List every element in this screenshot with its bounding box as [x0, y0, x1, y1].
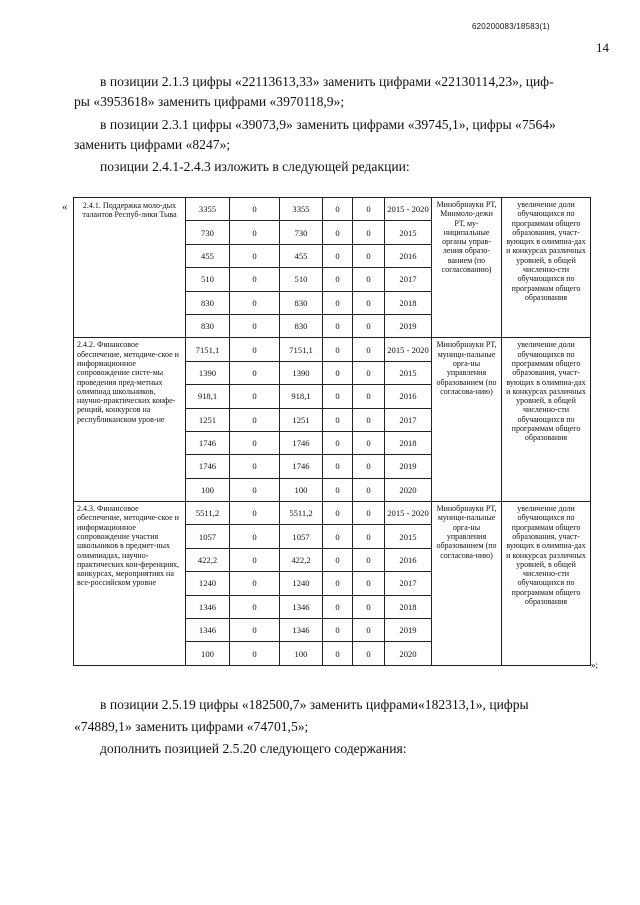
year-cell: 2018 [385, 291, 432, 314]
col4-cell: 0 [323, 619, 353, 642]
col5-cell: 0 [353, 244, 385, 267]
col3-cell: 830 [280, 291, 323, 314]
year-cell: 2019 [385, 455, 432, 478]
col3-cell: 1251 [280, 408, 323, 431]
col3-cell: 1240 [280, 572, 323, 595]
col2-cell: 0 [230, 408, 280, 431]
col5-cell: 0 [353, 455, 385, 478]
col2-cell: 0 [230, 314, 280, 337]
target-indicator-cell: увеличение доли обучающихся по программам общего образования, участ-вующих в олимпиа-дах и конкурсах различных уровней, в общей численно-сти обучающихся по программам общего образования [502, 502, 591, 666]
responsible-org-cell: Минобрнауки РТ, муници-пальные орга-ны управления образованием (по согласова-нию) [432, 338, 502, 502]
year-cell: 2019 [385, 314, 432, 337]
paragraph-2-3-1-line2: заменить цифрами «8247»; [74, 137, 231, 152]
col5-cell: 0 [353, 291, 385, 314]
year-cell: 2015 [385, 361, 432, 384]
responsible-org-cell: Минобрнауки РТ, муници-пальные орга-ны управления образованием (по согласова-нию) [432, 502, 502, 666]
col2-cell: 0 [230, 291, 280, 314]
col4-cell: 0 [323, 385, 353, 408]
col5-cell: 0 [353, 572, 385, 595]
col5-cell: 0 [353, 338, 385, 361]
col5-cell: 0 [353, 642, 385, 665]
col4-cell: 0 [323, 431, 353, 454]
col2-cell: 0 [230, 619, 280, 642]
paragraph-2-5-20-intro: дополнить позицией 2.5.20 следующего содержания: [100, 741, 407, 756]
col3-cell: 1346 [280, 595, 323, 618]
total-cell: 830 [186, 291, 230, 314]
year-cell: 2018 [385, 595, 432, 618]
budget-table [73, 197, 591, 666]
col5-cell: 0 [353, 619, 385, 642]
responsible-org-cell: Минобрнауки РТ, Минмоло-дежи РТ, му-ниципальные органы управ-ления образо-ванием (по согласованию) [432, 198, 502, 338]
col4-cell: 0 [323, 408, 353, 431]
col4-cell: 0 [323, 291, 353, 314]
col4-cell: 0 [323, 244, 353, 267]
col4-cell: 0 [323, 502, 353, 525]
total-cell: 1346 [186, 595, 230, 618]
year-cell: 2017 [385, 268, 432, 291]
paragraph-2-3-1-line1: в позиции 2.3.1 цифры «39073,9» заменить цифрами «39745,1», цифры «7564» [100, 117, 556, 132]
col2-cell: 0 [230, 572, 280, 595]
opening-quote: « [62, 201, 68, 213]
col3-cell: 918,1 [280, 385, 323, 408]
col3-cell: 1346 [280, 619, 323, 642]
col3-cell: 1746 [280, 431, 323, 454]
table-row [74, 198, 591, 221]
col4-cell: 0 [323, 525, 353, 548]
paragraph-2-4-intro: позиции 2.4.1-2.4.3 изложить в следующей редакции: [100, 159, 410, 174]
year-cell: 2015 [385, 221, 432, 244]
col2-cell: 0 [230, 548, 280, 571]
col5-cell: 0 [353, 525, 385, 548]
col3-cell: 1746 [280, 455, 323, 478]
col3-cell: 100 [280, 478, 323, 501]
page-number: 14 [596, 40, 609, 55]
col2-cell: 0 [230, 385, 280, 408]
col4-cell: 0 [323, 198, 353, 221]
col2-cell: 0 [230, 502, 280, 525]
total-cell: 1057 [186, 525, 230, 548]
col5-cell: 0 [353, 385, 385, 408]
year-cell: 2019 [385, 619, 432, 642]
col3-cell: 5511,2 [280, 502, 323, 525]
total-cell: 5511,2 [186, 502, 230, 525]
table-row [74, 502, 591, 525]
col2-cell: 0 [230, 595, 280, 618]
col3-cell: 1057 [280, 525, 323, 548]
col4-cell: 0 [323, 268, 353, 291]
col3-cell: 830 [280, 314, 323, 337]
total-cell: 1346 [186, 619, 230, 642]
total-cell: 7151,1 [186, 338, 230, 361]
col2-cell: 0 [230, 198, 280, 221]
year-cell: 2020 [385, 478, 432, 501]
total-cell: 730 [186, 221, 230, 244]
col4-cell: 0 [323, 455, 353, 478]
col5-cell: 0 [353, 361, 385, 384]
total-cell: 3355 [186, 198, 230, 221]
col3-cell: 422,2 [280, 548, 323, 571]
target-indicator-cell: увеличение доли обучающихся по программам общего образования, участ-вующих в олимпиа-дах и конкурсах различных уровней, в общей численно-сти обучающихся по программам общего образования [502, 198, 591, 338]
col3-cell: 1390 [280, 361, 323, 384]
paragraph-2-1-3-line2: ры «3953618» заменить цифрами «3970118,9»; [74, 94, 345, 109]
col4-cell: 0 [323, 361, 353, 384]
col5-cell: 0 [353, 478, 385, 501]
col2-cell: 0 [230, 455, 280, 478]
col5-cell: 0 [353, 502, 385, 525]
col4-cell: 0 [323, 595, 353, 618]
col2-cell: 0 [230, 642, 280, 665]
year-cell: 2015 - 2020 [385, 502, 432, 525]
total-cell: 1746 [186, 455, 230, 478]
col5-cell: 0 [353, 431, 385, 454]
col3-cell: 100 [280, 642, 323, 665]
total-cell: 1746 [186, 431, 230, 454]
col5-cell: 0 [353, 198, 385, 221]
year-cell: 2017 [385, 408, 432, 431]
year-cell: 2017 [385, 572, 432, 595]
col5-cell: 0 [353, 548, 385, 571]
target-indicator-cell: увеличение доли обучающихся по программам общего образования, участ-вующих в олимпиа-дах и конкурсах различных уровней, в общей численно-сти обучающихся по программам общего образования [502, 338, 591, 502]
closing-quote: »; [591, 660, 599, 670]
measure-name-cell: 2.4.2. Финансовое обеспечение, методиче-ское и информационное сопровождение систе-мы проведения пред-метных олимпиад школьников, научно-практических конфе-ренций, конкурсов на республиканском уров-не [74, 338, 186, 502]
col3-cell: 730 [280, 221, 323, 244]
col4-cell: 0 [323, 221, 353, 244]
col4-cell: 0 [323, 478, 353, 501]
paragraph-2-1-3-line1: в позиции 2.1.3 цифры «22113613,33» заменить цифрами «22130114,23», циф- [100, 74, 554, 89]
year-cell: 2015 [385, 525, 432, 548]
col2-cell: 0 [230, 525, 280, 548]
total-cell: 422,2 [186, 548, 230, 571]
year-cell: 2020 [385, 642, 432, 665]
col4-cell: 0 [323, 314, 353, 337]
paragraph-2-5-19-line2: «74889,1» заменить цифрами «74701,5»; [74, 719, 309, 734]
total-cell: 455 [186, 244, 230, 267]
col4-cell: 0 [323, 572, 353, 595]
total-cell: 100 [186, 478, 230, 501]
col4-cell: 0 [323, 642, 353, 665]
total-cell: 100 [186, 642, 230, 665]
measure-name-cell: 2.4.1. Поддержка моло-дых талантов Респуб-лики Тыва [74, 198, 186, 338]
col2-cell: 0 [230, 244, 280, 267]
col2-cell: 0 [230, 361, 280, 384]
col2-cell: 0 [230, 478, 280, 501]
total-cell: 1251 [186, 408, 230, 431]
total-cell: 830 [186, 314, 230, 337]
col5-cell: 0 [353, 221, 385, 244]
measure-name-cell: 2.4.3. Финансовое обеспечение, методиче-ское и информационное сопровождение участия школьников в предмет-ных олимпиадах, научно-практических кон-ференциях, конкурсах, мероприятиях на все-российском уровне [74, 502, 186, 666]
col3-cell: 7151,1 [280, 338, 323, 361]
total-cell: 1390 [186, 361, 230, 384]
col3-cell: 455 [280, 244, 323, 267]
year-cell: 2016 [385, 548, 432, 571]
col5-cell: 0 [353, 595, 385, 618]
col5-cell: 0 [353, 408, 385, 431]
paragraph-2-5-19-line1: в позиции 2.5.19 цифры «182500,7» заменить цифрами«182313,1», цифры [100, 697, 529, 712]
col4-cell: 0 [323, 338, 353, 361]
col2-cell: 0 [230, 221, 280, 244]
year-cell: 2016 [385, 385, 432, 408]
total-cell: 1240 [186, 572, 230, 595]
col2-cell: 0 [230, 268, 280, 291]
document-number: 620200083/18583(1) [472, 22, 550, 31]
col2-cell: 0 [230, 338, 280, 361]
col2-cell: 0 [230, 431, 280, 454]
col3-cell: 3355 [280, 198, 323, 221]
col5-cell: 0 [353, 268, 385, 291]
total-cell: 918,1 [186, 385, 230, 408]
table-row [74, 338, 591, 361]
total-cell: 510 [186, 268, 230, 291]
year-cell: 2018 [385, 431, 432, 454]
year-cell: 2015 - 2020 [385, 198, 432, 221]
col4-cell: 0 [323, 548, 353, 571]
year-cell: 2016 [385, 244, 432, 267]
year-cell: 2015 - 2020 [385, 338, 432, 361]
col3-cell: 510 [280, 268, 323, 291]
col5-cell: 0 [353, 314, 385, 337]
